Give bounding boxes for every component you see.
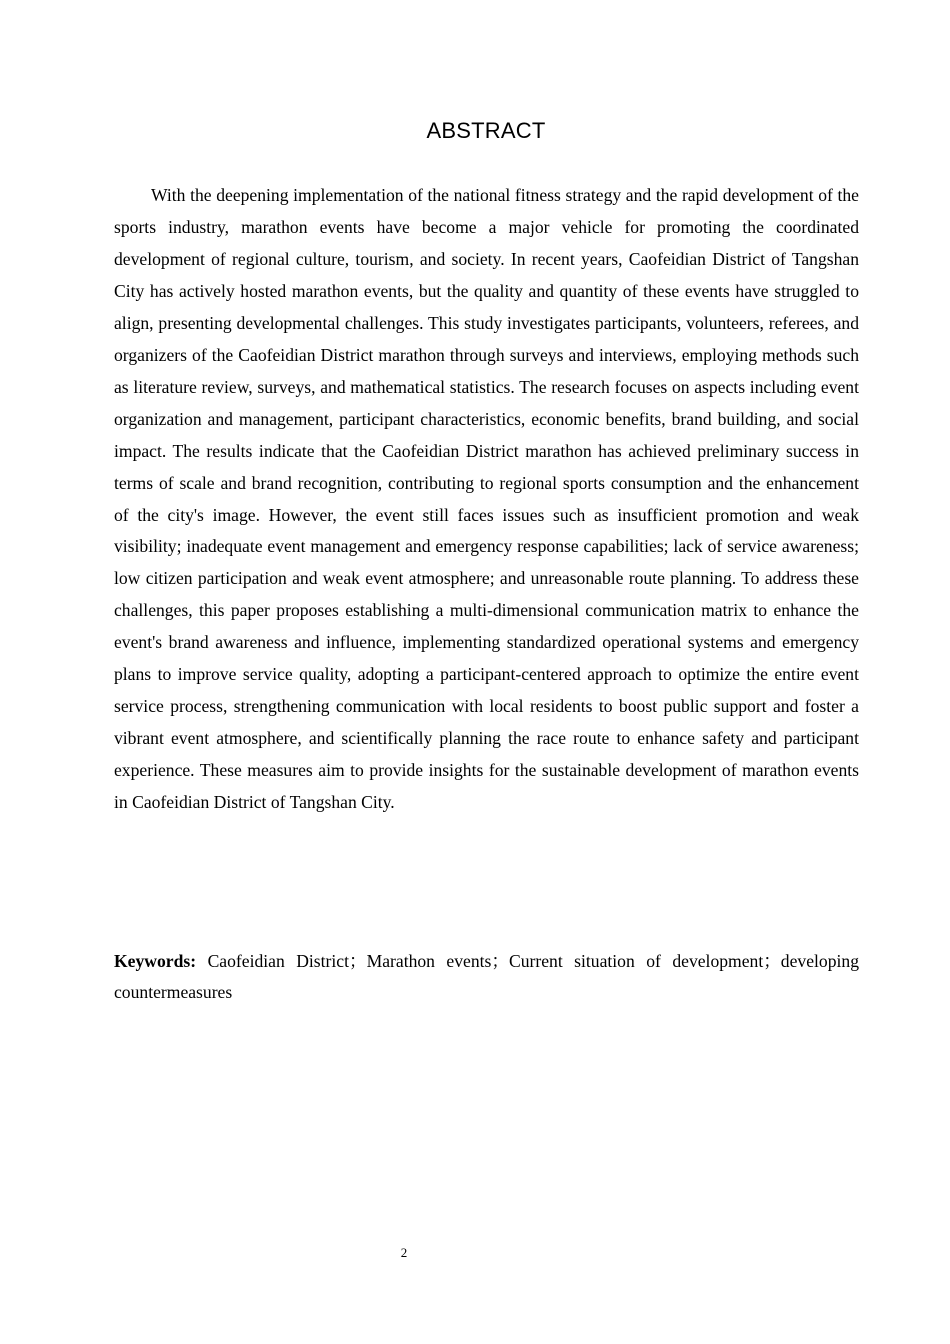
keywords-label: Keywords: (114, 951, 197, 971)
abstract-title: ABSTRACT (426, 118, 546, 143)
abstract-paragraph: With the deepening implementation of the national fitness strategy and the rapid development of the sports industry, marathon events have become a major vehicle for promoting the coordinated development of regional culture, tourism, and society. In recent years, Caofeidian District of Tangshan City has actively hosted marathon events, but the quality and quantity of these events have struggled to align, presenting developmental challenges. This study investigates participants, volunteers, referees, and organizers of the Caofeidian District marathon through surveys and interviews, employing methods such as literature review, surveys, and mathematical statistics. The research focuses on aspects including event organization and management, participant characteristics, economic benefits, brand building, and social impact. The results indicate that the Caofeidian District marathon has achieved preliminary success in terms of scale and brand recognition, contributing to regional sports consumption and the enhancement of the city's image. However, the event still faces issues such as insufficient promotion and weak visibility; inadequate event management and emergency response capabilities; lack of service awareness; low citizen participation and weak event atmosphere; and unreasonable route planning. To address these challenges, this paper proposes establishing a multi-dimensional communication matrix to enhance the event's brand awareness and influence, implementing standardized operational systems and emergency plans to improve service quality, adopting a participant-centered approach to optimize the entire event service process, strengthening communication with local residents to boost public support and foster a vibrant event atmosphere, and scientifically planning the race route to enhance safety and participant experience. These measures aim to provide insights for the sustainable development of marathon events in Caofeidian District of Tangshan City. (114, 185, 859, 813)
keywords-line (114, 946, 859, 1008)
page-number: 2 (400, 1245, 408, 1260)
keywords-text: Caofeidian District；Marathon events；Current situation of development；developing countermeasures (114, 951, 859, 1002)
